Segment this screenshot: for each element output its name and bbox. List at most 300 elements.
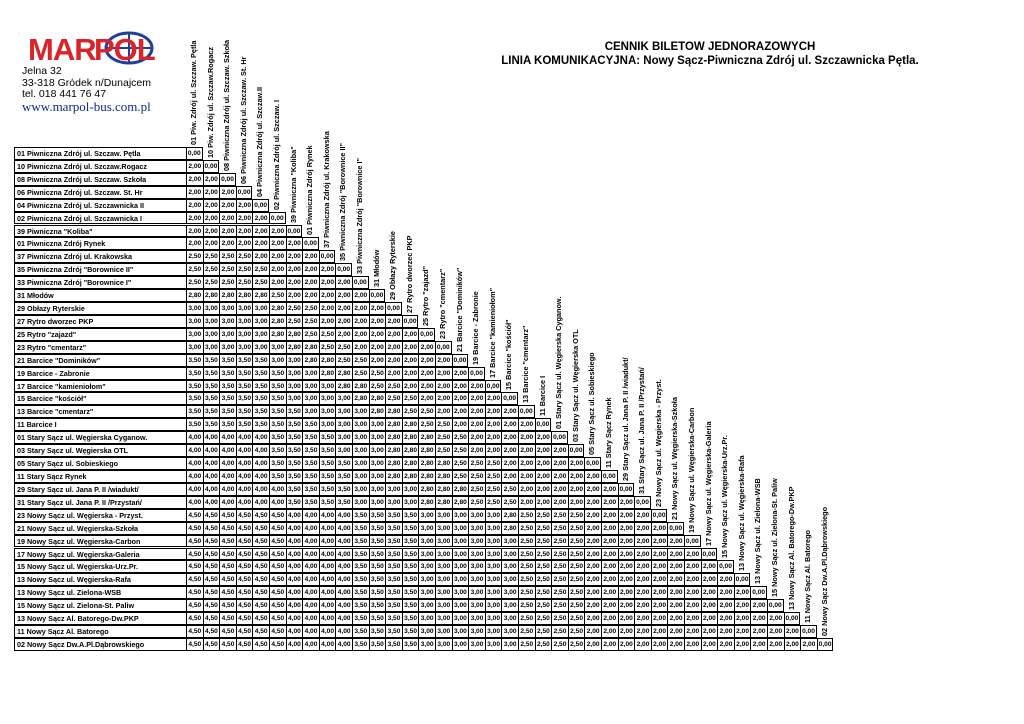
- price-cell: 2,00: [684, 548, 701, 561]
- price-cell: 3,00: [186, 315, 203, 328]
- price-cell: 2,80: [319, 367, 336, 380]
- price-cell: 4,50: [186, 573, 203, 586]
- price-cell: 0,00: [734, 573, 751, 586]
- price-cell: 3,00: [402, 496, 419, 509]
- price-cell: 2,50: [452, 470, 469, 483]
- price-cell: 3,50: [219, 405, 236, 418]
- row-stop-label: 06 Piwniczna Zdrój ul. Szczaw. St. Hr: [14, 186, 186, 199]
- price-cell: 2,00: [651, 573, 668, 586]
- price-cell: 2,50: [468, 457, 485, 470]
- price-cell: 3,00: [452, 560, 469, 573]
- price-cell: 2,80: [335, 380, 352, 393]
- svg-text:MAR: MAR: [28, 32, 96, 66]
- price-cell: 2,00: [651, 586, 668, 599]
- price-cell: 2,00: [418, 354, 435, 367]
- price-cell: 2,80: [385, 444, 402, 457]
- price-cell: 2,50: [535, 560, 552, 573]
- price-cell: 2,80: [302, 354, 319, 367]
- price-cell: 4,00: [302, 535, 319, 548]
- price-cell: 2,00: [236, 225, 253, 238]
- column-stop-label: 10 Piw. Zdrój ul. Szczaw.Rogacz: [205, 46, 215, 158]
- price-cell: 0,00: [651, 509, 668, 522]
- price-cell: 3,00: [203, 315, 220, 328]
- price-cell: 2,50: [535, 535, 552, 548]
- price-cell: 2,00: [501, 470, 518, 483]
- price-cell: 4,50: [252, 586, 269, 599]
- price-cell: 3,00: [418, 509, 435, 522]
- price-cell: 2,00: [667, 638, 684, 651]
- title-line2: LINIA KOMUNIKACYJNA: Nowy Sącz-Piwniczna Zdrój ul. Szczawnicka Pętla.: [501, 55, 919, 67]
- price-cell: 3,50: [352, 535, 369, 548]
- row-stop-label: 02 Nowy Sącz Dw.A.Pl.Dąbrowskiego: [14, 638, 186, 651]
- price-cell: 3,50: [236, 405, 253, 418]
- price-cell: 4,50: [252, 599, 269, 612]
- price-cell: 3,50: [352, 599, 369, 612]
- price-cell: 3,50: [352, 548, 369, 561]
- price-cell: 3,00: [485, 625, 502, 638]
- price-cell: 2,00: [584, 560, 601, 573]
- price-cell: 2,50: [551, 599, 568, 612]
- price-cell: 3,50: [252, 418, 269, 431]
- row-stop-label: 13 Barcice "cmentarz": [14, 405, 186, 418]
- price-cell: 3,50: [352, 573, 369, 586]
- price-cell: 3,00: [418, 586, 435, 599]
- price-cell: 4,50: [269, 625, 286, 638]
- price-cell: 2,00: [717, 638, 734, 651]
- price-cell: 2,00: [402, 380, 419, 393]
- price-cell: 3,50: [269, 444, 286, 457]
- price-cell: 3,00: [319, 405, 336, 418]
- price-cell: 2,50: [219, 250, 236, 263]
- price-cell: 2,00: [684, 573, 701, 586]
- price-cell: 2,00: [319, 276, 336, 289]
- price-cell: 2,00: [435, 380, 452, 393]
- price-cell: 2,00: [618, 548, 635, 561]
- price-cell: 4,00: [186, 483, 203, 496]
- column-stop-label: 04 Piwniczna Zdrój ul. Szczaw.II: [255, 86, 265, 197]
- price-cell: 4,00: [252, 470, 269, 483]
- price-cell: 3,50: [269, 418, 286, 431]
- price-cell: 0,00: [568, 444, 585, 457]
- price-cell: 3,00: [501, 586, 518, 599]
- column-stop-label: 01 Piwniczna Zdrój Rynek: [305, 145, 315, 236]
- column-stop-label: 25 Rytro "zajazd": [421, 265, 431, 326]
- price-cell: 4,50: [236, 638, 253, 651]
- price-cell: 3,50: [352, 612, 369, 625]
- price-cell: 2,50: [352, 354, 369, 367]
- price-cell: 2,00: [186, 225, 203, 238]
- price-cell: 2,50: [186, 250, 203, 263]
- price-cell: 2,00: [236, 199, 253, 212]
- price-cell: 3,00: [452, 535, 469, 548]
- price-cell: 2,00: [584, 509, 601, 522]
- price-cell: 4,50: [203, 548, 220, 561]
- price-cell: 4,50: [236, 599, 253, 612]
- price-cell: 2,00: [601, 522, 618, 535]
- price-cell: 3,00: [418, 625, 435, 638]
- price-cell: 4,00: [219, 444, 236, 457]
- price-cell: 2,50: [568, 586, 585, 599]
- price-cell: 0,00: [485, 380, 502, 393]
- price-cell: 3,00: [385, 496, 402, 509]
- price-cell: 2,00: [584, 573, 601, 586]
- price-cell: 4,00: [335, 573, 352, 586]
- price-cell: 3,00: [435, 599, 452, 612]
- price-cell: 0,00: [784, 612, 801, 625]
- price-cell: 0,00: [352, 276, 369, 289]
- price-cell: 2,00: [252, 225, 269, 238]
- price-cell: 0,00: [302, 237, 319, 250]
- price-cell: 3,50: [286, 431, 303, 444]
- price-cell: 4,00: [236, 496, 253, 509]
- price-cell: 2,50: [568, 612, 585, 625]
- price-cell: 2,00: [302, 276, 319, 289]
- price-cell: 2,50: [518, 586, 535, 599]
- price-cell: 2,00: [518, 496, 535, 509]
- price-cell: 2,00: [485, 431, 502, 444]
- price-cell: 4,00: [186, 431, 203, 444]
- price-cell: 2,00: [219, 199, 236, 212]
- price-cell: 2,00: [634, 509, 651, 522]
- row-stop-label: 13 Nowy Sącz ul. Węgierska-Rafa: [14, 573, 186, 586]
- price-cell: 4,50: [203, 599, 220, 612]
- price-cell: 3,00: [418, 522, 435, 535]
- price-cell: 3,00: [236, 315, 253, 328]
- price-cell: 2,00: [618, 573, 635, 586]
- price-cell: 2,00: [452, 367, 469, 380]
- price-cell: 4,00: [186, 496, 203, 509]
- row-stop-label: 15 Barcice "kościół": [14, 392, 186, 405]
- price-cell: 3,00: [219, 302, 236, 315]
- price-cell: 2,00: [485, 405, 502, 418]
- price-cell: 3,50: [369, 509, 386, 522]
- price-cell: 2,00: [717, 573, 734, 586]
- price-cell: 2,50: [286, 302, 303, 315]
- price-cell: 4,50: [219, 612, 236, 625]
- row-stop-label: 37 Piwniczna Zdrój ul. Krakowska: [14, 250, 186, 263]
- price-cell: 2,00: [651, 560, 668, 573]
- price-cell: 4,00: [335, 638, 352, 651]
- price-cell: 3,50: [269, 431, 286, 444]
- price-cell: 2,80: [402, 444, 419, 457]
- price-cell: 3,50: [402, 535, 419, 548]
- price-cell: 3,00: [435, 535, 452, 548]
- price-cell: 2,00: [734, 638, 751, 651]
- price-cell: 2,50: [568, 548, 585, 561]
- price-cell: 2,80: [286, 341, 303, 354]
- column-stop-label: 19 Nowy Sącz ul. Węgierska-Carbon: [687, 407, 696, 533]
- price-cell: 3,00: [452, 599, 469, 612]
- price-cell: 4,00: [319, 573, 336, 586]
- price-cell: 4,00: [236, 431, 253, 444]
- column-stop-label: 05 Stary Sącz ul. Sobieskiego: [587, 352, 597, 456]
- price-cell: 3,50: [385, 548, 402, 561]
- price-cell: 4,00: [286, 522, 303, 535]
- price-cell: 3,50: [203, 380, 220, 393]
- row-stop-label: 31 Młodów: [14, 289, 186, 302]
- price-cell: 2,00: [501, 444, 518, 457]
- price-cell: 2,00: [701, 638, 718, 651]
- price-cell: 2,00: [717, 625, 734, 638]
- row-stop-label: 11 Barcice I: [14, 418, 186, 431]
- price-cell: 3,50: [286, 418, 303, 431]
- price-cell: 3,00: [452, 522, 469, 535]
- price-cell: 3,50: [369, 573, 386, 586]
- price-cell: 3,50: [236, 392, 253, 405]
- price-cell: 4,00: [219, 470, 236, 483]
- price-cell: 3,00: [468, 535, 485, 548]
- price-cell: 3,00: [252, 302, 269, 315]
- price-cell: 2,50: [535, 548, 552, 561]
- price-cell: 3,00: [501, 560, 518, 573]
- price-cell: 2,50: [568, 522, 585, 535]
- price-cell: 2,00: [651, 548, 668, 561]
- price-cell: 2,00: [618, 586, 635, 599]
- price-cell: 4,00: [302, 573, 319, 586]
- price-cell: 2,80: [352, 380, 369, 393]
- price-cell: 2,50: [352, 367, 369, 380]
- price-cell: 4,50: [236, 612, 253, 625]
- price-cell: 2,50: [535, 586, 552, 599]
- column-stop-label: 03 Stary Sącz ul. Węgierska OTL: [570, 329, 580, 443]
- price-cell: 2,50: [501, 496, 518, 509]
- price-cell: 4,50: [252, 625, 269, 638]
- price-cell: 2,00: [302, 250, 319, 263]
- price-cell: 4,50: [252, 638, 269, 651]
- price-cell: 2,00: [535, 431, 552, 444]
- price-cell: 2,80: [418, 496, 435, 509]
- price-cell: 3,50: [352, 509, 369, 522]
- price-cell: 2,00: [352, 341, 369, 354]
- price-cell: 2,00: [385, 367, 402, 380]
- price-cell: 2,80: [286, 328, 303, 341]
- price-cell: 4,00: [335, 612, 352, 625]
- price-cell: 3,50: [369, 638, 386, 651]
- price-cell: 2,80: [186, 289, 203, 302]
- price-cell: 2,50: [535, 638, 552, 651]
- price-cell: 3,50: [186, 392, 203, 405]
- price-cell: 2,00: [468, 392, 485, 405]
- price-cell: 3,50: [402, 573, 419, 586]
- price-cell: 4,50: [219, 638, 236, 651]
- price-cell: 2,50: [568, 560, 585, 573]
- price-cell: 3,00: [219, 341, 236, 354]
- price-cell: 3,50: [402, 560, 419, 573]
- price-cell: 2,80: [452, 496, 469, 509]
- row-stop-label: 31 Stary Sącz ul. Jana P. II /Przystań/: [14, 496, 186, 509]
- row-stop-label: 01 Stary Sącz ul. Węgierska Cyganow.: [14, 431, 186, 444]
- price-cell: 3,50: [236, 418, 253, 431]
- price-cell: 3,00: [468, 612, 485, 625]
- price-cell: 2,00: [618, 522, 635, 535]
- price-cell: 2,00: [535, 444, 552, 457]
- price-cell: 3,00: [236, 328, 253, 341]
- price-cell: 0,00: [269, 212, 286, 225]
- price-cell: 3,50: [269, 367, 286, 380]
- row-stop-label: 39 Piwniczna "Koliba": [14, 225, 186, 238]
- price-cell: 4,50: [269, 612, 286, 625]
- price-cell: 2,00: [667, 625, 684, 638]
- company-website[interactable]: www.marpol-bus.com.pl: [22, 98, 151, 114]
- price-cell: 2,00: [236, 212, 253, 225]
- price-cell: 3,00: [352, 496, 369, 509]
- price-cell: 2,50: [535, 509, 552, 522]
- price-cell: 4,00: [319, 548, 336, 561]
- price-cell: 4,50: [203, 625, 220, 638]
- price-cell: 2,00: [219, 212, 236, 225]
- price-cell: 3,00: [452, 625, 469, 638]
- price-cell: 4,50: [203, 509, 220, 522]
- row-stop-label: 19 Barcice - Zabronie: [14, 367, 186, 380]
- price-cell: 2,50: [535, 612, 552, 625]
- price-cell: 2,00: [750, 625, 767, 638]
- price-cell: 2,50: [435, 431, 452, 444]
- price-cell: 4,00: [302, 586, 319, 599]
- price-cell: 2,80: [302, 341, 319, 354]
- price-cell: 2,00: [584, 548, 601, 561]
- price-cell: 2,50: [335, 354, 352, 367]
- price-cell: 0,00: [468, 367, 485, 380]
- row-stop-label: 33 Piwniczna Zdrój "Borownice I": [14, 276, 186, 289]
- price-cell: 2,00: [568, 470, 585, 483]
- price-cell: 3,00: [319, 392, 336, 405]
- price-cell: 2,00: [269, 276, 286, 289]
- price-cell: 2,00: [352, 315, 369, 328]
- price-cell: 0,00: [667, 522, 684, 535]
- price-cell: 2,00: [584, 586, 601, 599]
- price-cell: 4,50: [236, 573, 253, 586]
- price-cell: 3,00: [418, 638, 435, 651]
- price-cell: 2,00: [286, 250, 303, 263]
- price-cell: 3,00: [335, 444, 352, 457]
- price-cell: 2,50: [518, 535, 535, 548]
- price-cell: 2,00: [684, 638, 701, 651]
- price-cell: 4,50: [203, 612, 220, 625]
- price-cell: 2,50: [186, 263, 203, 276]
- price-cell: 3,00: [286, 392, 303, 405]
- price-cell: 3,50: [203, 367, 220, 380]
- price-cell: 3,00: [252, 341, 269, 354]
- price-cell: 3,00: [501, 612, 518, 625]
- price-cell: 3,50: [369, 560, 386, 573]
- price-cell: 3,00: [252, 315, 269, 328]
- price-cell: 2,00: [385, 341, 402, 354]
- price-cell: 2,00: [651, 638, 668, 651]
- price-cell: 3,00: [219, 328, 236, 341]
- price-cell: 3,00: [435, 548, 452, 561]
- price-cell: 2,50: [551, 509, 568, 522]
- price-cell: 4,00: [252, 483, 269, 496]
- price-cell: 3,00: [485, 548, 502, 561]
- price-cell: 2,50: [203, 263, 220, 276]
- price-cell: 4,00: [269, 496, 286, 509]
- column-stop-label: 11 Stary Sącz Rynek: [604, 397, 613, 468]
- price-cell: 2,80: [435, 457, 452, 470]
- price-cell: 0,00: [286, 225, 303, 238]
- price-cell: 3,50: [219, 418, 236, 431]
- price-cell: 2,00: [584, 612, 601, 625]
- price-cell: 2,00: [319, 315, 336, 328]
- price-cell: 3,50: [402, 509, 419, 522]
- price-cell: 0,00: [186, 147, 203, 160]
- price-cell: 4,50: [186, 599, 203, 612]
- price-cell: 3,50: [319, 444, 336, 457]
- price-cell: 2,00: [286, 276, 303, 289]
- row-stop-label: 35 Piwniczna Zdrój "Borownice II": [14, 263, 186, 276]
- price-cell: 4,00: [319, 599, 336, 612]
- price-cell: 0,00: [435, 341, 452, 354]
- price-cell: 2,50: [219, 276, 236, 289]
- price-cell: 3,00: [352, 431, 369, 444]
- price-cell: 3,50: [369, 548, 386, 561]
- price-cell: 3,00: [485, 612, 502, 625]
- price-cell: 3,50: [319, 431, 336, 444]
- price-cell: 4,00: [335, 599, 352, 612]
- column-stop-label: 01 Piw. Zdrój ul. Szczaw. Pętla: [189, 40, 198, 145]
- price-cell: 4,50: [252, 612, 269, 625]
- price-cell: 2,00: [252, 212, 269, 225]
- price-cell: 2,00: [634, 625, 651, 638]
- price-cell: 2,00: [717, 586, 734, 599]
- column-stop-label: 13 Nowy Sącz Al. Batorego-Dw.PKP: [786, 486, 796, 611]
- price-cell: 2,00: [701, 612, 718, 625]
- price-cell: 2,00: [352, 302, 369, 315]
- price-cell: 4,00: [302, 625, 319, 638]
- price-cell: 4,00: [219, 457, 236, 470]
- price-cell: 4,50: [186, 548, 203, 561]
- price-cell: 3,00: [501, 599, 518, 612]
- row-stop-label: 23 Rytro "cmentarz": [14, 341, 186, 354]
- price-cell: 2,00: [335, 328, 352, 341]
- price-cell: 3,00: [369, 431, 386, 444]
- price-cell: 2,00: [485, 418, 502, 431]
- column-stop-label: 39 Piwniczna "Koliba": [288, 145, 298, 223]
- price-cell: 2,50: [551, 573, 568, 586]
- price-cell: 2,00: [568, 483, 585, 496]
- price-cell: 4,50: [203, 586, 220, 599]
- price-cell: 2,00: [767, 612, 784, 625]
- price-cell: 2,00: [468, 431, 485, 444]
- price-cell: 4,00: [286, 573, 303, 586]
- price-cell: 2,50: [568, 599, 585, 612]
- price-cell: 2,80: [385, 418, 402, 431]
- price-cell: 3,00: [485, 522, 502, 535]
- price-cell: 2,00: [252, 250, 269, 263]
- price-cell: 3,00: [369, 418, 386, 431]
- price-cell: 2,00: [618, 535, 635, 548]
- price-cell: 3,50: [186, 367, 203, 380]
- price-cell: 4,50: [269, 638, 286, 651]
- price-cell: 4,50: [252, 509, 269, 522]
- price-cell: 4,00: [335, 586, 352, 599]
- price-cell: 2,50: [435, 444, 452, 457]
- price-cell: 2,00: [369, 341, 386, 354]
- price-cell: 3,00: [352, 418, 369, 431]
- price-cell: 3,00: [485, 599, 502, 612]
- price-cell: 4,00: [236, 483, 253, 496]
- price-cell: 3,50: [335, 483, 352, 496]
- price-cell: 2,00: [734, 612, 751, 625]
- price-cell: 2,00: [667, 548, 684, 561]
- price-cell: 3,50: [286, 470, 303, 483]
- price-cell: 4,00: [319, 509, 336, 522]
- price-cell: 3,00: [369, 470, 386, 483]
- price-cell: 3,50: [319, 496, 336, 509]
- price-cell: 2,00: [286, 237, 303, 250]
- price-cell: 2,50: [518, 599, 535, 612]
- price-cell: 4,00: [203, 470, 220, 483]
- price-cell: 2,00: [418, 392, 435, 405]
